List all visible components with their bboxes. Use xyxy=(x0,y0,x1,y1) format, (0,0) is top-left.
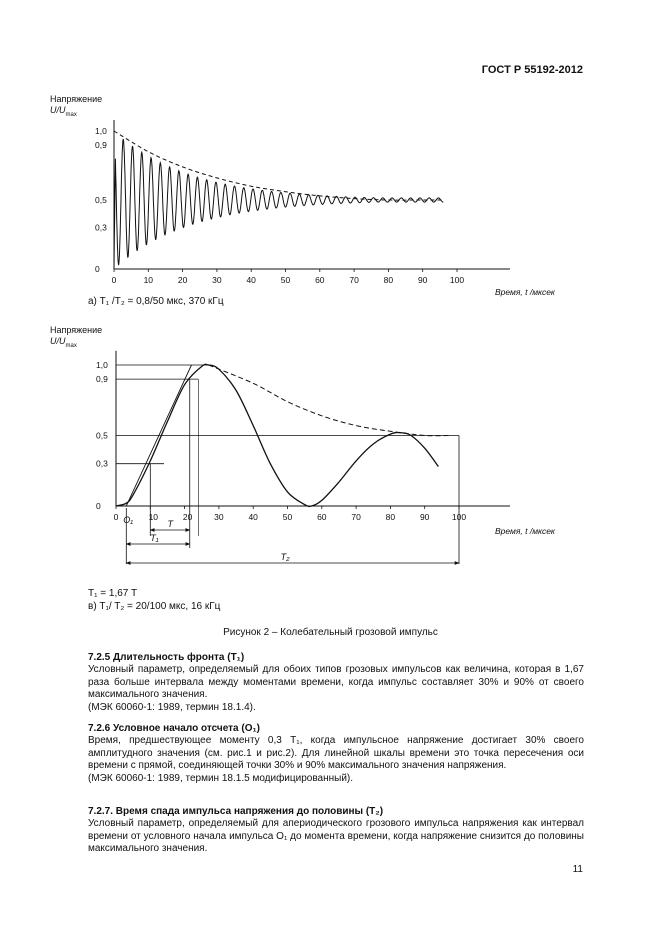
chart-b-t1-label: T₁ xyxy=(150,533,159,543)
section-7-2-5-heading: 7.2.5 Длительность фронта (T₁) xyxy=(88,652,245,663)
chart-b-xtick-label: 10 xyxy=(148,512,159,522)
chart-b-o1-label: O₁ xyxy=(123,515,134,525)
section-7-2-7-body: Условный параметр, определяемый для апериодического грозового импульса напряжения как интервал времени от условного начала импульса O₁ до момента времени, когда напряжение снизится до половины максимального значения. xyxy=(88,818,584,855)
chart-a-ytick-label: 0 xyxy=(95,264,100,274)
chart-a-ylabel-line1: Напряжение xyxy=(50,94,103,104)
chart-b-xtick-label: 30 xyxy=(214,512,224,522)
chart-a-note: а) T₁ /T₂ = 0,8/50 мкс, 370 кГц xyxy=(88,296,224,307)
chart-a-xtick-label: 100 xyxy=(449,275,465,285)
section-7-2-6-ref: (МЭК 60060-1: 1989, термин 18.1.5 модифицированный). xyxy=(88,772,354,784)
chart-b-ylabel-line2: $U/U_{max}$ xyxy=(50,336,77,349)
chart-a-ytick-label: 1,0 xyxy=(95,126,107,136)
chart-a-xtick-label: 10 xyxy=(143,275,154,285)
chart-b-note-2: в) T₁/ T₂ = 20/100 мкс, 16 кГц xyxy=(88,601,221,612)
chart-a-xtick-label: 50 xyxy=(280,275,291,285)
chart-b-xtick-label: 70 xyxy=(351,512,361,522)
chart-a-ytick-label: 0,3 xyxy=(95,222,107,233)
section-7-2-6-body: Время, предшествующее моменту 0,3 T₁, когда импульсное напряжение достигает 30% своего амплитудного значения (см. рис.1 и рис.2). Для линейной шкалы времени это точка пересечения оси времени с прямой, соединяющей точки 30% и 90% максимального значения напряжения. xyxy=(88,735,584,772)
chart-b-ytick-label: 0,3 xyxy=(96,458,108,469)
section-7-2-7 xyxy=(88,806,584,856)
chart-b-ytick-label: 1,0 xyxy=(96,360,108,370)
section-7-2-7-heading: 7.2.7. Время спада импульса напряжения до половины (T₂) xyxy=(88,806,384,817)
chart-b-xtick-label: 60 xyxy=(317,512,327,522)
chart-a-xtick-label: 80 xyxy=(383,275,394,285)
chart-a-xtick-label: 0 xyxy=(111,275,117,285)
figure-caption: Рисунок 2 – Колебательный грозовой импульс xyxy=(223,627,438,638)
chart-b-xtick-label: 40 xyxy=(248,512,258,522)
chart-a-ytick-label: 0,9 xyxy=(95,139,107,150)
chart-a-xtick-label: 90 xyxy=(417,275,428,285)
section-7-2-5 xyxy=(88,652,584,714)
chart-b-t-label: T xyxy=(167,519,173,529)
chart-b-xtick-label: 50 xyxy=(282,512,293,522)
chart-b-note-1: T₁ = 1,67 T xyxy=(88,588,138,599)
chart-b-xtick-label: 0 xyxy=(113,512,119,522)
section-7-2-6-heading: 7.2.6 Условное начало отсчета (O₁) xyxy=(88,723,260,734)
chart-b xyxy=(40,345,560,580)
chart-b-xtick-label: 90 xyxy=(419,512,430,522)
document-id: ГОСТ Р 55192-2012 xyxy=(481,64,583,76)
section-7-2-6 xyxy=(88,723,584,785)
chart-a-ytick-label: 0,5 xyxy=(95,195,107,205)
chart-b-xlabel: Время, t /мксек xyxy=(495,526,555,536)
chart-a-xtick-label: 60 xyxy=(315,275,325,285)
section-7-2-5-ref: (МЭК 60060-1: 1989, термин 18.1.4). xyxy=(88,701,256,713)
chart-a-xtick-label: 40 xyxy=(246,275,256,285)
chart-a-xtick-label: 20 xyxy=(177,275,188,285)
chart-a-ylabel-line2: $U/U_{max}$ xyxy=(50,105,77,118)
page-number: 11 xyxy=(572,864,583,875)
chart-b-ytick-label: 0,9 xyxy=(96,374,108,385)
chart-b-xtick-label: 20 xyxy=(182,512,193,522)
chart-b-xtick-label: 100 xyxy=(451,512,467,522)
chart-a-xlabel: Время, t /мксек xyxy=(495,287,555,297)
chart-a-xtick-label: 70 xyxy=(349,275,359,285)
chart-b-envelope xyxy=(209,365,449,436)
chart-b-ytick-label: 0,5 xyxy=(96,430,108,441)
chart-b-xtick-label: 80 xyxy=(385,512,396,522)
section-7-2-5-body: Условный параметр, определяемый для обоих типов грозовых импульсов как величина, которая в 1,67 раза больше интервала между моментами времени, когда импульс составляет 30% и 90% от своего максимального значения. xyxy=(88,664,584,701)
chart-a-envelope xyxy=(114,131,443,200)
chart-a xyxy=(40,110,560,310)
chart-a-xtick-label: 30 xyxy=(212,275,222,285)
chart-b-ytick-label: 0 xyxy=(96,501,101,511)
chart-b-t2-label: T₂ xyxy=(280,552,290,562)
chart-b-ylabel-line1: Напряжение xyxy=(50,325,103,335)
